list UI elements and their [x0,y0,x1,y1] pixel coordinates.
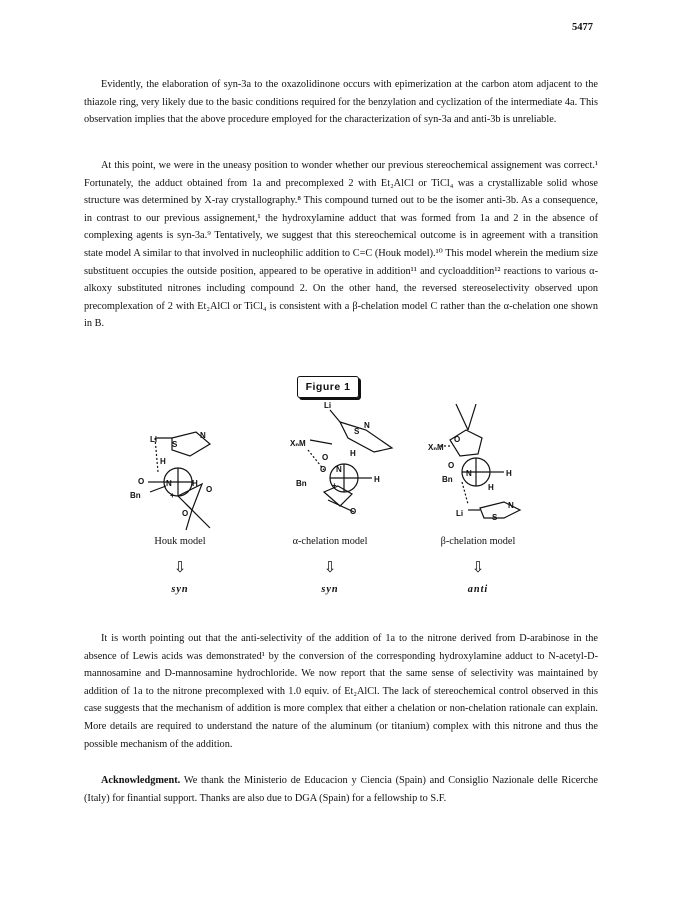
page-number: 5477 [572,22,593,33]
houk-outcome: syn [171,584,189,595]
acknowledgment-paragraph [84,772,598,807]
beta-chelation-structure [428,404,520,522]
svg-text:XₙM: XₙM [290,439,306,448]
svg-text:N: N [364,421,370,430]
svg-text:Bn: Bn [130,491,141,500]
svg-text:H: H [374,475,380,484]
houk-model-label: Houk model [154,536,206,547]
svg-text:H: H [192,479,198,488]
figure-label: Figure 1 [297,376,359,398]
svg-text:S: S [172,440,178,449]
houk-arrow-icon: ⇩ [173,558,187,576]
paragraph-3 [84,630,598,753]
svg-text:Bn: Bn [296,479,307,488]
svg-text:O: O [454,435,461,444]
svg-text:Bn: Bn [442,475,453,484]
svg-text:Li: Li [456,509,464,518]
svg-text:Li: Li [324,401,332,410]
svg-text:+: + [332,481,337,490]
alpha-chelation-structure [290,401,392,516]
svg-text:S: S [492,513,498,522]
svg-text:H: H [506,469,512,478]
svg-text:H: H [160,457,166,466]
beta-chelation-label: β-chelation model [440,536,516,547]
svg-text:O: O [138,477,145,486]
alpha-outcome: syn [321,584,339,595]
beta-arrow-icon: ⇩ [471,558,485,576]
svg-text:O: O [206,485,213,494]
alpha-arrow-icon: ⇩ [323,558,337,576]
svg-text:H: H [350,449,356,458]
svg-text:O: O [320,465,327,474]
svg-text:N: N [508,501,514,510]
paragraph-2-text: At this point, we were in the uneasy position to wonder whether our previous stereochemical assignement was correct.¹ Fortunately, the adduct obtained from 1a and precomplexed 2 with Et₂AlCl or TiCl₄ was a crystallizable solid whose structure was determined by X-ray crystallography.⁸ This compound turned out to be the isomer anti-3b. As a consequence, in contrast to our previous assignement,¹ the hydroxylamine adduct that was formed from 1a and 2 in the absence of complexing agents is syn-3a.⁹ Tentatively, we suggest that this stereochemical outcome is in agreement with a transition state model A similar to that involved in nucleophilic addition to C=C (Houk model).¹⁰ This model wherein the medium size substituent occupies the outside position, appeared to be operative in addition¹¹ and cycloaddition¹² reactions to various α-alkoxy substituted nitrones including compound 2. On the other hand, the reversed stereoselectivity observed upon precomplexation of 2 with Et₂AlCl or TiCl₄ is consistent with a β-chelation model C rather than the α-chelation one shown in B. [84,160,598,330]
svg-text:O: O [182,509,189,518]
svg-text:S: S [354,427,360,436]
svg-text:XₙM: XₙM [428,443,444,452]
beta-outcome: anti [467,584,489,595]
svg-text:O: O [350,507,357,516]
svg-text:N: N [466,469,472,478]
acknowledgment [84,772,598,807]
svg-text:O: O [448,461,455,470]
paragraph-2 [84,157,598,333]
acknowledgment-text: We thank the Ministerio de Educacion y Ciencia (Spain) and Consiglio Nazionale delle Ricerche (Italy) for finantial support. Thanks are also due to DGA (Spain) for a fellowship to S.F. [84,775,598,804]
svg-text:+: + [170,491,175,500]
svg-text:N: N [200,431,206,440]
houk-model-structure [130,431,212,530]
svg-text:O: O [322,453,329,462]
paragraph-1-text: Evidently, the elaboration of syn-3a to the oxazolidinone occurs with epimerization at the carbon atom adjacent to the thiazole ring, very likely due to the basic conditions required for the benzylation and cyclization of the intermediate 4a. This observation implies that the above procedure employed for the characterization of syn-3a and anti-3b is unreliable. [84,79,598,126]
paragraph-1 [84,76,598,129]
svg-text:N: N [166,479,172,488]
acknowledgment-title: Acknowledgment. [101,775,181,786]
svg-text:N: N [336,465,342,474]
svg-text:H: H [488,483,494,492]
alpha-chelation-label: α-chelation model [292,536,368,547]
svg-text:Li: Li [150,435,158,444]
paragraph-3-text: It is worth pointing out that the anti-selectivity of the addition of 1a to the nitrone derived from D-arabinose in the absence of Lewis acids was demonstrated¹ by the conversion of the corresponding hydroxylamine adduct to N-acetyl-D-mannosamine and D-mannosamine hydrochloride. We now report that the same sense of selectivity was maintained by addition of 1a to the nitrone precomplexed with 1.0 equiv. of Et₂AlCl. The lack of stereochemical control observed in this case suggests that the mechanism of addition is more complex that either a chelation or non-chelation rationale can explain. More details are required to understand the nature of the aluminum (or titanium) complex with this nitrone and thus the possible mechanism of the addition. [84,633,598,750]
